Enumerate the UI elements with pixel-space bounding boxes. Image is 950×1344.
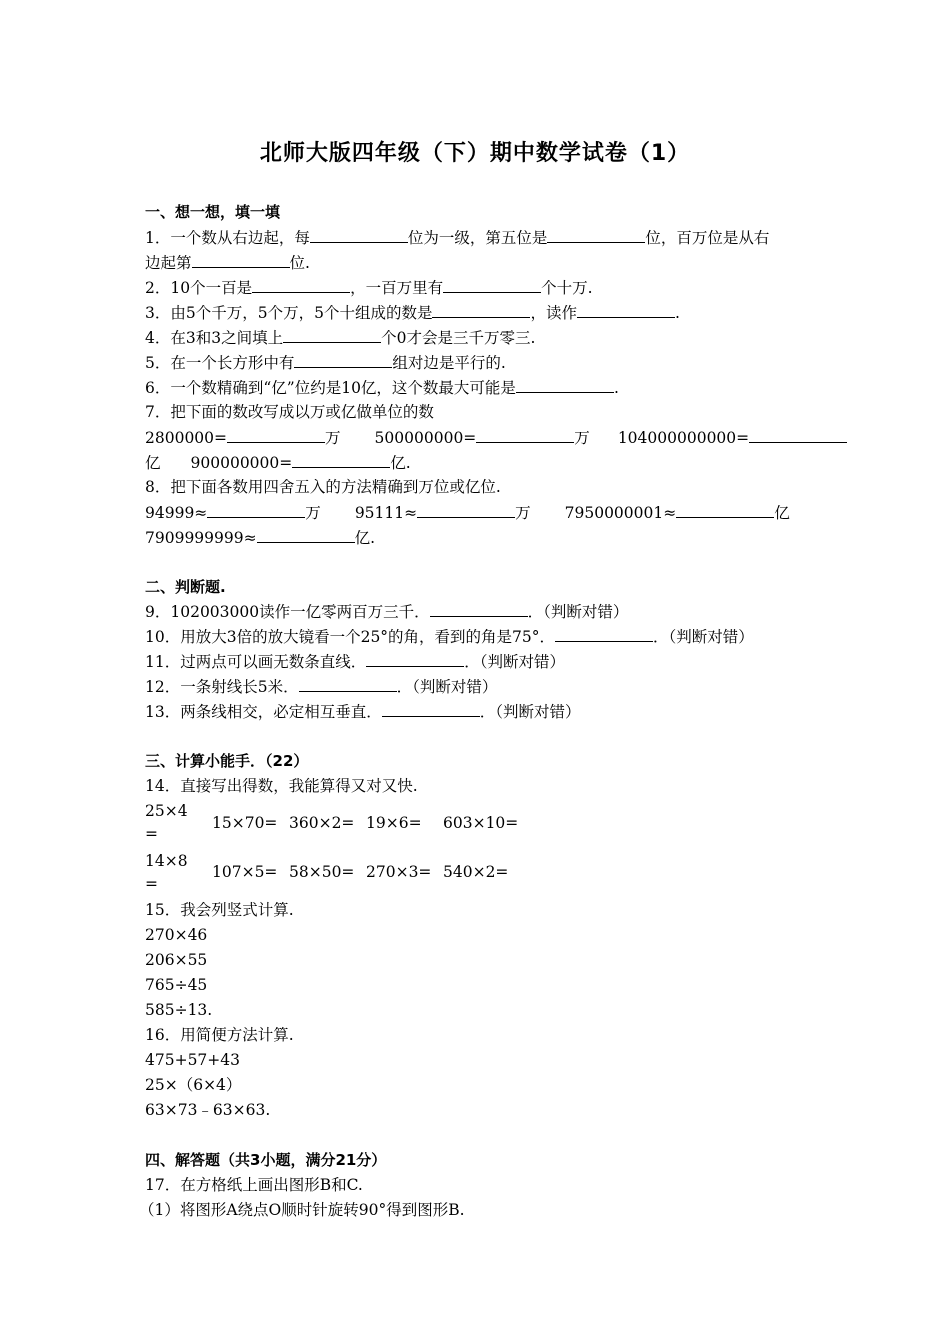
q8-number-4: 7909999999≈ (145, 529, 257, 547)
answer-blank[interactable] (257, 527, 355, 543)
answer-blank[interactable] (310, 227, 408, 243)
q1-text-a: 1．一个数从右边起，每 (145, 229, 310, 247)
q4-text-b: 个0才会是三千万零三. (381, 329, 536, 347)
q3-text-b: ，读作 (530, 304, 577, 322)
q15-item: 765÷45 (145, 976, 208, 994)
section-heading-2: 二、判断题. (145, 578, 226, 596)
q2-text-a: 2．10个一百是 (145, 279, 253, 297)
q5-text-a: 5．在一个长方形中有 (145, 354, 295, 372)
question-7: 7．把下面的数改写成以万或亿做单位的数 (145, 403, 434, 421)
question-7-row2 (145, 452, 411, 473)
page-title: 北师大版四年级（下）期中数学试卷（1） (259, 141, 691, 166)
question-8-row1 (145, 502, 790, 523)
answer-blank[interactable] (516, 377, 614, 393)
q6-text-b: . (613, 379, 619, 397)
judge-text: 13．两条线相交，必定相互垂直． (145, 703, 382, 721)
judge-text: 11．过两点可以画无数条直线． (145, 653, 367, 671)
question-7-row1 (145, 427, 847, 448)
answer-blank[interactable] (192, 252, 290, 268)
q15-item: 585÷13. (145, 1001, 213, 1019)
q16-item: 475+57+43 (145, 1051, 241, 1069)
judge-suffix: ．（判断对错） (653, 628, 754, 646)
q8-unit-4: 亿. (354, 529, 376, 547)
answer-blank[interactable] (207, 502, 305, 518)
question-1-line2 (145, 252, 310, 273)
calc-cell: 14×8 (145, 852, 188, 870)
q7-unit-3: 亿 (145, 454, 161, 472)
q7-number-2: 500000000= (374, 429, 477, 447)
question-8-row2 (145, 527, 375, 548)
q7-unit-1: 万 (325, 429, 341, 447)
judge-text: 12．一条射线长5米． (145, 678, 299, 696)
question-13 (145, 701, 581, 722)
q1-text-c: 位，百万位是从右 (645, 229, 770, 247)
answer-blank[interactable] (382, 701, 480, 717)
judge-suffix: ．（判断对错） (464, 653, 565, 671)
calc-cell: 603×10= (443, 814, 519, 832)
answer-blank[interactable] (227, 427, 325, 443)
q7-number-1: 2800000= (145, 429, 228, 447)
calc-cell: 25×4 (145, 802, 188, 820)
answer-blank[interactable] (430, 601, 528, 617)
answer-blank[interactable] (749, 427, 847, 443)
calc-cell: 15×70= (212, 814, 278, 832)
answer-blank[interactable] (294, 352, 392, 368)
answer-blank[interactable] (547, 227, 645, 243)
q16-item: 63×73﹣63×63. (145, 1101, 271, 1119)
section-heading-3: 三、计算小能手．（22） (145, 752, 309, 770)
q8-unit-1: 万 (305, 504, 321, 522)
judge-text: 10．用放大3倍的放大镜看一个25°的角，看到的角是75°． (145, 628, 556, 646)
q3-text-c: . (674, 304, 680, 322)
calc-cell: 360×2= (289, 814, 355, 832)
judge-suffix: ．（判断对错） (396, 678, 498, 696)
answer-blank[interactable] (443, 277, 541, 293)
question-10 (145, 626, 754, 647)
answer-blank[interactable] (476, 427, 574, 443)
q7-unit-4: 亿. (390, 454, 411, 472)
answer-blank[interactable] (417, 502, 515, 518)
answer-blank[interactable] (283, 327, 381, 343)
q2-text-b: ，一百万里有 (350, 279, 444, 297)
question-5 (145, 352, 506, 373)
q4-text-a: 4．在3和3之间填上 (145, 329, 284, 347)
answer-blank[interactable] (252, 277, 350, 293)
calc-cell: 270×3= (366, 863, 432, 881)
q15-item: 206×55 (145, 951, 208, 969)
question-14: 14．直接写出得数，我能算得又对又快. (145, 777, 418, 795)
judge-suffix: ．（判断对错） (527, 603, 629, 621)
q6-text-a: 6．一个数精确到“亿”位约是10亿，这个数最大可能是 (145, 379, 516, 397)
question-11 (145, 651, 565, 672)
question-17: 17．在方格纸上画出图形B和C. (145, 1176, 363, 1194)
question-8: 8．把下面各数用四舍五入的方法精确到万位或亿位. (145, 478, 501, 496)
question-15: 15．我会列竖式计算. (145, 901, 294, 919)
q2-text-c: 个十万. (541, 279, 593, 297)
question-2 (145, 277, 593, 298)
q8-unit-2: 万 (515, 504, 531, 522)
q1-text-b: 位为一级，第五位是 (407, 229, 548, 247)
calc-cell: 540×2= (443, 863, 509, 881)
q7-number-3: 104000000000= (617, 429, 750, 447)
calc-cell: 19×6= (366, 814, 422, 832)
section-heading-4: 四、解答题（共3小题，满分21分） (145, 1151, 387, 1169)
question-1-line1 (145, 227, 769, 248)
calc-cell: 58×50= (289, 863, 355, 881)
q16-item: 25×（6×4） (145, 1076, 242, 1094)
q8-unit-3: 亿 (774, 504, 790, 522)
calc-cell: = (145, 825, 158, 843)
answer-blank[interactable] (366, 651, 464, 667)
question-3 (145, 302, 680, 323)
q3-text-a: 3．由5个千万，5个万，5个十组成的数是 (145, 304, 433, 322)
q1-text-e: 位. (289, 254, 310, 272)
q7-unit-2: 万 (574, 429, 590, 447)
calc-cell: 107×5= (212, 863, 278, 881)
answer-blank[interactable] (577, 302, 675, 318)
answer-blank[interactable] (555, 626, 653, 642)
question-17-part1: （1）将图形A绕点O顺时针旋转90°得到图形B. (139, 1201, 465, 1219)
question-4 (145, 327, 535, 348)
q1-text-d: 边起第 (145, 254, 192, 272)
answer-blank[interactable] (676, 502, 774, 518)
q8-number-3: 7950000001≈ (564, 504, 677, 522)
q7-number-4: 900000000= (190, 454, 293, 472)
section-heading-1: 一、想一想，填一填 (145, 203, 281, 221)
q5-text-b: 组对边是平行的. (392, 354, 506, 372)
judge-suffix: ．（判断对错） (479, 703, 581, 721)
judge-text: 9．102003000读作一亿零两百万三千． (145, 603, 430, 621)
q8-number-1: 94999≈ (145, 504, 208, 522)
answer-blank[interactable] (292, 452, 390, 468)
q8-number-2: 95111≈ (354, 504, 418, 522)
q15-item: 270×46 (145, 926, 208, 944)
question-12 (145, 676, 497, 697)
question-9 (145, 601, 628, 622)
calc-cell: = (145, 875, 158, 893)
question-16: 16．用简便方法计算. (145, 1026, 294, 1044)
answer-blank[interactable] (299, 676, 397, 692)
question-6 (145, 377, 619, 398)
answer-blank[interactable] (432, 302, 530, 318)
